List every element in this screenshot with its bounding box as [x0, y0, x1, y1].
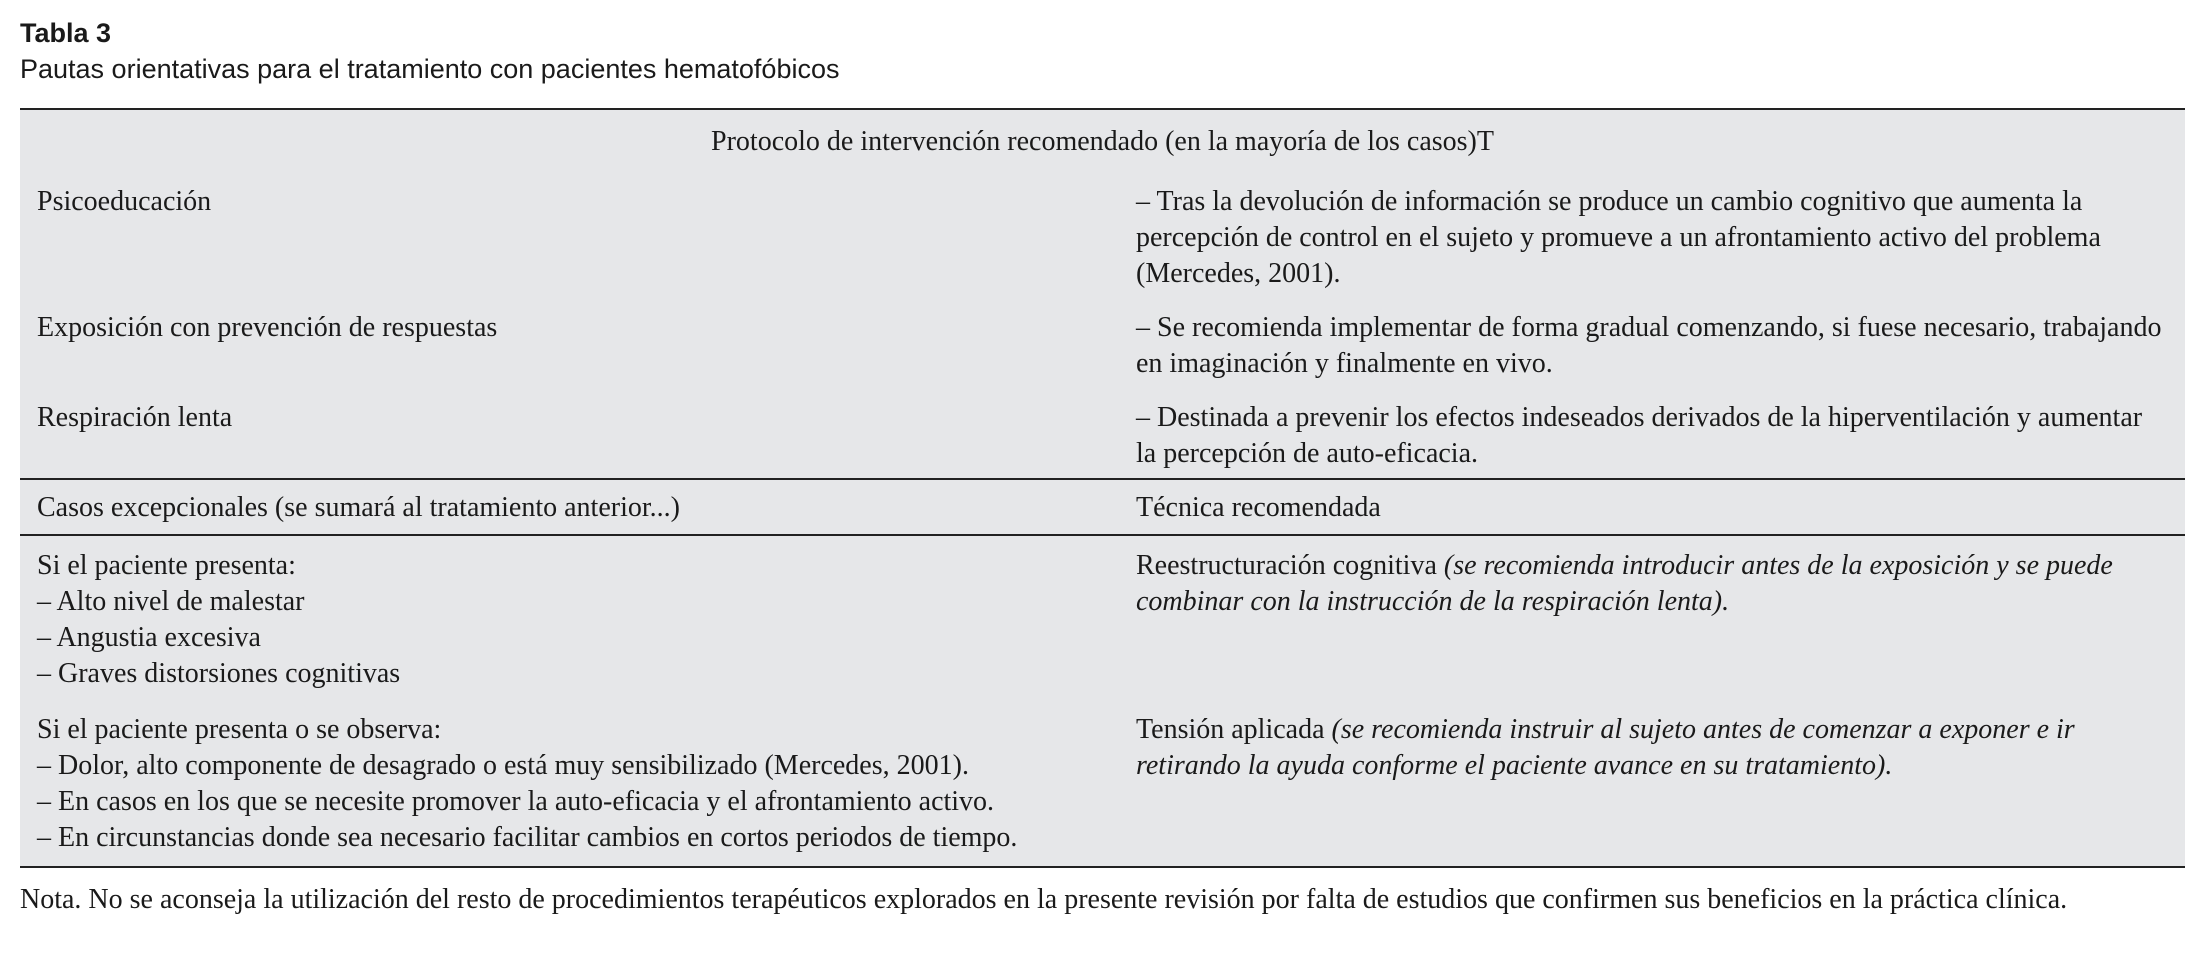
technique-note: (se recomienda introducir antes de la exposición y se puede combinar con la instrucción de la respiración lenta). [1136, 550, 2113, 617]
table-number: Tabla 3 [20, 18, 112, 48]
protocol-name: Exposición con prevención de respuestas [37, 312, 498, 343]
protocol-row [20, 382, 2185, 478]
protocol-description: – Se recomienda implementar de forma gradual comenzando, si fuese necesario, trabajando en imaginación y finalmente en vivo. [1136, 312, 2162, 379]
protocol-row [20, 292, 2185, 382]
case-technique [1136, 712, 2185, 856]
technique-name: Tensión aplicada [1136, 714, 1325, 745]
protocol-header: Protocolo de intervención recomendado (en la mayoría de los casos)T [711, 126, 1494, 157]
cases-header-row [20, 478, 2185, 536]
condition-line: – Dolor, alto componente de desagrado o está muy sensibilizado (Mercedes, 2001). [37, 750, 969, 781]
condition-line: – Graves distorsiones cognitivas [37, 658, 401, 689]
cases-header-left: Casos excepcionales (se sumará al tratamiento anterior...) [37, 492, 680, 523]
condition-line: Si el paciente presenta o se observa: [37, 714, 442, 745]
condition-line: – Alto nivel de malestar [37, 586, 305, 617]
table-figure [20, 16, 2185, 918]
protocol-description: – Destinada a prevenir los efectos indeseados derivados de la hiperventilación y aumentar la percepción de auto-eficacia. [1136, 402, 2143, 469]
case-row [20, 692, 2185, 866]
condition-line: – En casos en los que se necesite promover la auto-eficacia y el afrontamiento activo. [37, 786, 995, 817]
case-row [20, 536, 2185, 692]
protocol-name: Respiración lenta [37, 402, 233, 433]
table-note: Nota. No se aconseja la utilización del resto de procedimientos terapéuticos explorados en la presente revisión por falta de estudios que confirmen sus beneficios en la práctica clínica. [20, 884, 2068, 915]
protocol-description: – Tras la devolución de información se produce un cambio cognitivo que aumenta la percepción de control en el sujeto y promueve a un afrontamiento activo del problema (Mercedes, 2001). [1136, 186, 2101, 289]
case-conditions [20, 548, 1136, 692]
technique-note: (se recomienda instruir al sujeto antes de comenzar a exponer e ir retirando la ayuda conforme el paciente avance en su tratamiento). [1136, 714, 2075, 781]
condition-line: – Angustia excesiva [37, 622, 261, 653]
table-caption: Pautas orientativas para el tratamiento con pacientes hematofóbicos [20, 54, 840, 84]
protocol-row [20, 166, 2185, 292]
guidelines-table [20, 108, 2185, 868]
condition-line: – En circunstancias donde sea necesario facilitar cambios en cortos periodos de tiempo. [37, 822, 1018, 853]
case-conditions [20, 712, 1136, 856]
case-technique [1136, 548, 2185, 692]
protocol-name: Psicoeducación [37, 186, 212, 217]
technique-name: Reestructuración cognitiva [1136, 550, 1437, 581]
condition-line: Si el paciente presenta: [37, 550, 296, 581]
cases-header-right: Técnica recomendada [1136, 492, 1381, 523]
